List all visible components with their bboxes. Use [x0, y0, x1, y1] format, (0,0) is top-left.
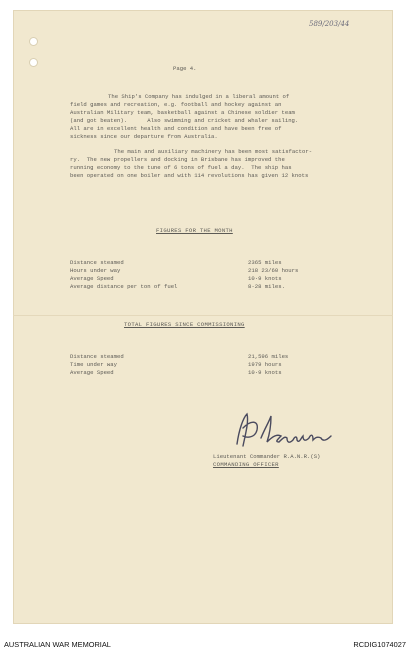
- row-label: Average distance per ton of fuel: [70, 283, 178, 290]
- text-line: field games and recreation, e.g. football and hockey against an: [70, 101, 282, 108]
- row-label: Average Speed: [70, 369, 114, 376]
- text-line: All are in excellent health and condition and have been free of: [70, 125, 282, 132]
- row-label: Hours under way: [70, 267, 121, 274]
- document-page: [13, 10, 393, 624]
- row-value: 2365 miles: [248, 259, 282, 266]
- row-label: Distance steamed: [70, 353, 124, 360]
- text-line: (and got beaten). Also swimming and cricket and whaler sailing.: [70, 117, 299, 124]
- text-line: running economy to the tune of 6 tons of fuel a day. The ship has: [70, 164, 292, 171]
- text-line: The Ship's Company has indulged in a liberal amount of: [108, 93, 290, 100]
- row-value: 1979 hours: [248, 361, 282, 368]
- text-line: been operated on one boiler and with 114 revolutions has given 12 knots: [70, 172, 309, 179]
- row-value: 21,596 miles: [248, 353, 289, 360]
- row-value: 218 23/60 hours: [248, 267, 299, 274]
- text-line: Australian Military team, basketball against a Chinese soldier team: [70, 109, 295, 116]
- row-value: 10·9 knots: [248, 369, 282, 376]
- row-value: 8·28 miles.: [248, 283, 285, 290]
- text-line: ry. The new propellers and docking in Brisbane has improved the: [70, 156, 285, 163]
- fold-line: [13, 315, 393, 316]
- signatory-rank: Lieutenant Commander R.A.N.R.(S): [213, 453, 321, 460]
- archive-reference: 589/203/44: [309, 20, 350, 28]
- row-value: 10·9 knots: [248, 275, 282, 282]
- row-label: Average Speed: [70, 275, 114, 282]
- footer-institution: AUSTRALIAN WAR MEMORIAL: [4, 640, 111, 649]
- total-figures-heading: TOTAL FIGURES SINCE COMMISSIONING: [124, 321, 245, 328]
- text-line: sickness since our departure from Australia.: [70, 133, 218, 140]
- signatory-role: COMMANDING OFFICER: [213, 461, 279, 468]
- row-label: Distance steamed: [70, 259, 124, 266]
- month-figures-heading: FIGURES FOR THE MONTH: [156, 227, 233, 234]
- punch-hole: [29, 58, 38, 67]
- archive-footer: [0, 634, 410, 654]
- footer-record-id: RCDIG1074027: [353, 640, 406, 649]
- row-label: Time under way: [70, 361, 117, 368]
- text-line: The main and auxiliary machinery has been most satisfactor-: [114, 148, 313, 155]
- page-number: Page 4.: [173, 65, 197, 72]
- handwritten-signature: [231, 408, 341, 452]
- punch-hole: [29, 37, 38, 46]
